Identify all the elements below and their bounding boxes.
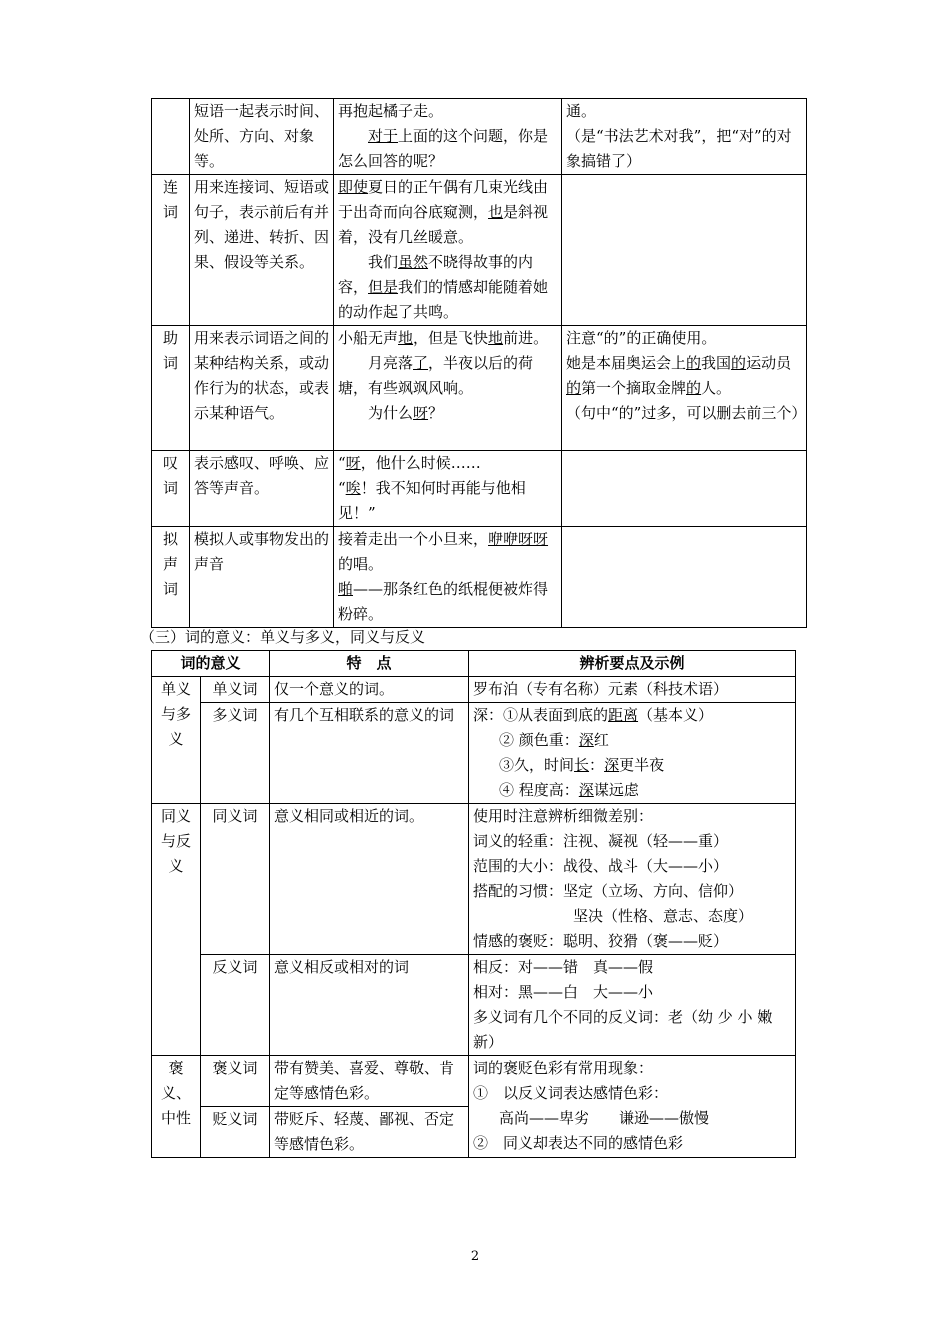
- term-cell: 褒义词: [201, 1056, 270, 1107]
- example-cell: 使用时注意辨析细微差别： 词义的轻重：注视、凝视（轻——重） 范围的大小：战役、战斗（大——小） 搭配的习惯：坚定（立场、方向、信仰） 坚决（性格、意志、态度） 情感的褒贬：聪明、狡猾（褒——贬）: [469, 804, 796, 955]
- table-row: [152, 326, 807, 451]
- underlined-example: 小船无声地，但是飞快地前进。: [338, 329, 549, 347]
- category-cell: 拟声词: [152, 527, 190, 628]
- term-cell: 反义词: [201, 955, 270, 1056]
- feature-cell: 仅一个意义的词。: [270, 677, 469, 703]
- definition-cell: 表示感叹、呼唤、应答等声音。: [190, 451, 334, 527]
- term-cell: 单义词: [201, 677, 270, 703]
- category-cell: 连词: [152, 175, 190, 326]
- column-header: 辨析要点及示例: [469, 651, 796, 677]
- feature-cell: 意义相同或相近的词。: [270, 804, 469, 955]
- definition-cell: 用来表示词语之间的某种结构关系，或动作行为的状态，或表示某种语气。: [190, 326, 334, 451]
- table-row: [152, 955, 796, 1056]
- word-meaning-table: [151, 650, 796, 1158]
- term-cell: 多义词: [201, 703, 270, 804]
- definition-cell: 模拟人或事物发出的声音: [190, 527, 334, 628]
- feature-cell: 有几个互相联系的意义的词: [270, 703, 469, 804]
- underlined-example: 接着走出一个小旦来，咿咿呀呀的唱。: [338, 530, 549, 573]
- underlined-example: ② 颜色重：深红: [499, 731, 609, 749]
- table-header-row: [152, 651, 796, 677]
- feature-cell: 带贬斥、轻蔑、鄙视、否定等感情色彩。: [270, 1107, 469, 1158]
- table-row: [152, 527, 807, 628]
- underlined-example: 即使夏日的正午偶有几束光线由于出奇而向谷底窥测，也是斜视着，没有几丝暖意。: [338, 178, 549, 246]
- underlined-example: ④ 程度高：深谋远虑: [499, 781, 639, 799]
- underlined-example: “呀，他什么时候……: [338, 454, 481, 472]
- example-cell: [334, 527, 562, 628]
- example-cell: [334, 451, 562, 527]
- feature-cell: 带有赞美、喜爱、尊敬、肯定等感情色彩。: [270, 1056, 469, 1107]
- underlined-example: 啪——那条红色的纸棍便被炸得粉碎。: [338, 580, 549, 623]
- underlined-example: 深：①从表面到底的距离（基本义）: [473, 706, 714, 724]
- term-cell: 贬义词: [201, 1107, 270, 1158]
- category-cell: 褒义、中性: [152, 1056, 201, 1158]
- category-cell: 叹词: [152, 451, 190, 527]
- term-cell: 同义词: [201, 804, 270, 955]
- category-cell: 单义与多义: [152, 677, 201, 804]
- example-cell: 相反：对——错 真——假 相对：黑——白 大——小 多义词有几个不同的反义词：老（幼 少 小 嫩 新）: [469, 955, 796, 1056]
- underlined-example: 我们虽然不晓得故事的内容，但是我们的情感却能随着她的动作起了共鸣。: [338, 253, 549, 321]
- note-cell: [562, 451, 807, 527]
- note-cell: 通。 （是“书法艺术对我”，把“对”的对象搞错了）: [562, 99, 807, 175]
- underlined-example: 对于上面的这个问题，你是怎么回答的呢？: [338, 127, 549, 170]
- section-caption: （三）词的意义：单义与多义，同义与反义: [140, 628, 426, 646]
- table-row: [152, 677, 796, 703]
- example-cell: 词的褒贬色彩有常用现象： ① 以反义词表达感情色彩： 高尚——卑劣 谦逊——傲慢 ② 同义却表达不同的感情色彩: [469, 1056, 796, 1158]
- underlined-example: ③久，时间长：深更半夜: [499, 756, 665, 774]
- underlined-note: 她是本届奥运会上的我国的运动员的第一个摘取金牌的人。: [566, 354, 792, 397]
- table-row: [152, 451, 807, 527]
- underlined-example: 为什么呀？: [368, 404, 444, 422]
- table-row: [152, 703, 796, 804]
- underlined-example: 月亮落了，半夜以后的荷塘，有些飒飒风响。: [338, 354, 534, 397]
- definition-cell: 短语一起表示时间、处所、方向、对象等。: [190, 99, 334, 175]
- category-cell: [152, 99, 190, 175]
- column-header: 特 点: [270, 651, 469, 677]
- example-cell: 罗布泊（专有名称）元素（科技术语）: [469, 677, 796, 703]
- example-cell: [334, 326, 562, 451]
- table-row: [152, 99, 807, 175]
- example-cell: 再抱起橘子走。 对于上面的这个问题，你是怎么回答的呢？: [334, 99, 562, 175]
- table-row: [152, 1056, 796, 1107]
- word-class-table: [151, 98, 807, 628]
- definition-cell: 用来连接词、短语或句子，表示前后有并列、递进、转折、因果、假设等关系。: [190, 175, 334, 326]
- feature-cell: 意义相反或相对的词: [270, 955, 469, 1056]
- category-cell: 同义与反义: [152, 804, 201, 1056]
- note-cell: 注意“的”的正确使用。 她是本届奥运会上的我国的运动员的第一个摘取金牌的人。 （句中“的”过多，可以删去前三个）: [562, 326, 807, 451]
- page-number: 2: [470, 1249, 480, 1264]
- example-cell: [469, 703, 796, 804]
- table-row: [152, 804, 796, 955]
- underlined-example: “唉！我不知何时再能与他相见！”: [338, 479, 526, 522]
- column-header: 词的意义: [152, 651, 270, 677]
- note-cell: [562, 527, 807, 628]
- note-cell: [562, 175, 807, 326]
- category-cell: 助词: [152, 326, 190, 451]
- table-row: [152, 175, 807, 326]
- example-cell: [334, 175, 562, 326]
